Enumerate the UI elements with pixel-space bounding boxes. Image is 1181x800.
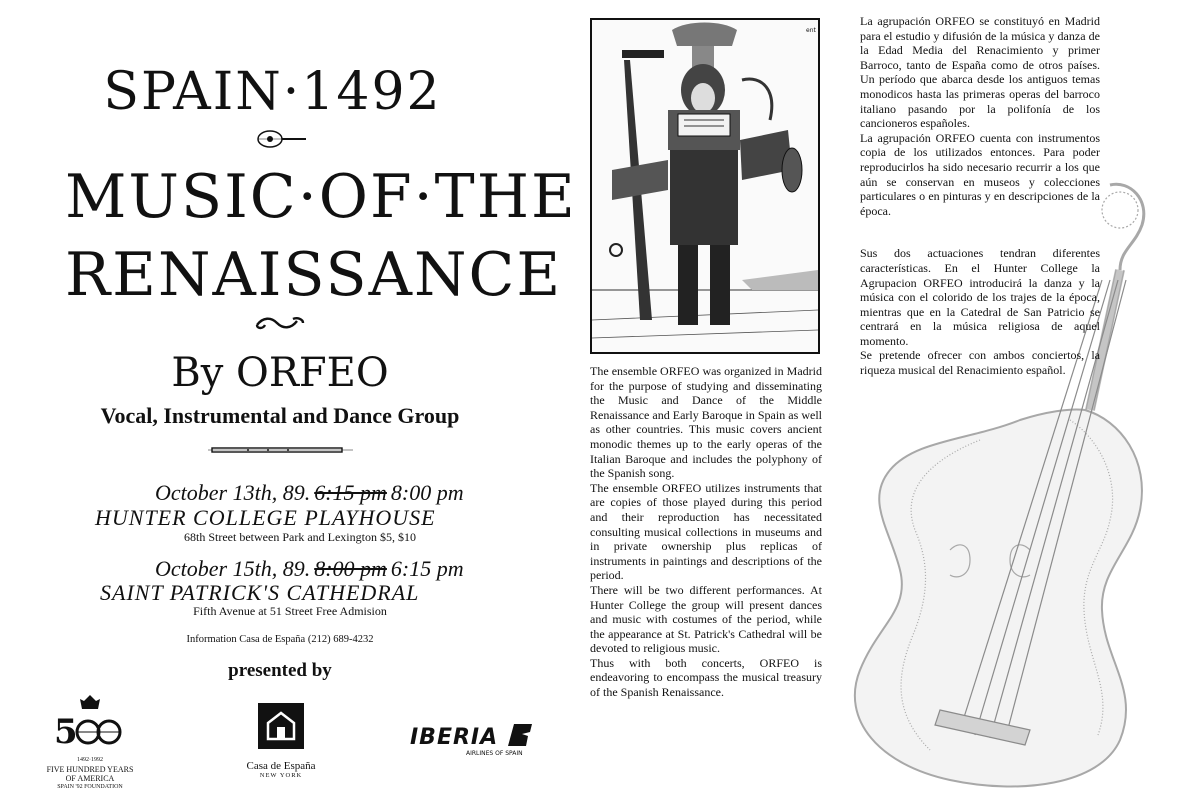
- english-paragraph: Thus with both concerts, ORFEO is endeavoring to encompass the musical treasury of the Spanish Renaissance.: [590, 655, 822, 700]
- lute-ornament-icon: [252, 128, 308, 150]
- event-2-venue: SAINT PATRICK'S CATHEDRAL: [100, 580, 420, 605]
- logo-line3: SPAIN '92 FOUNDATION: [57, 784, 123, 790]
- english-description: [590, 364, 822, 700]
- crown-500-icon: [40, 695, 140, 751]
- poster-title-spain: SPAIN·1492: [103, 62, 442, 122]
- iberia-name: IBERIA: [410, 725, 499, 750]
- casa-espana-logo: [236, 703, 326, 779]
- event-2-new-time: 6:15 pm: [390, 556, 464, 581]
- event-1-datetime: [155, 480, 495, 506]
- event-1-venue: HUNTER COLLEGE PLAYHOUSE: [95, 505, 436, 530]
- flute-ornament-icon: [208, 443, 353, 457]
- event-2-date: October 15th, 89.: [155, 556, 311, 581]
- poster-title-line2: MUSIC·OF·THE: [65, 162, 577, 232]
- info-phone: Information Casa de España (212) 689-4232: [186, 634, 374, 645]
- logo-line2: OF AMERICA: [65, 774, 115, 783]
- english-paragraph: The ensemble ORFEO utilizes instruments that are copies of those played during this period and their reproduction has necessitated consulting musical collections in museums and in private ownership plus replicas of instruments in paintings and descriptions of the period.: [590, 480, 822, 583]
- spanish-paragraph: La agrupación ORFEO cuenta con instrumentos copia de los utilizados entonces. Para poder reproducirlos ha sido necesario recurrir a los que aún se conservan en museos y colecciones particulares o en pinturas y en descripciones de la época.: [860, 130, 1100, 218]
- musician-engraving-icon: [592, 20, 818, 352]
- event-2-old-time: 8:00 pm: [314, 556, 387, 581]
- spanish-paragraph: Sus dos actuaciones tendran diferentes características. En el Hunter College la Agrupacion ORFEO introducirá la danza y la música con el colorido de los trajes de la época, mientras que en la Catedral de San Patricio se centrará en la música religiosa de aquel momento.: [860, 246, 1100, 348]
- english-paragraph: The ensemble ORFEO was organized in Madrid for the purpose of studying and disseminating the Music and Dance of the Middle Renaissance and Early Baroque in Spain as well as other countries. This music covers ancient monodic themes up to the early operas of the Italian Baroque and includes the polyphony of the Spanish song.: [590, 364, 822, 481]
- by-orfeo-heading: By ORFEO: [171, 350, 389, 396]
- event-1-date: October 13th, 89.: [155, 480, 311, 505]
- event-2-datetime: [155, 556, 495, 582]
- event-1-old-time: 6:15 pm: [314, 480, 387, 505]
- event-1-details: 68th Street between Park and Lexington $5, $10: [184, 530, 416, 544]
- group-subtitle: Vocal, Instrumental and Dance Group: [100, 403, 460, 428]
- english-paragraph: There will be two different performances. At Hunter College the group will present dances and music with costumes of the period, while the appearance at St. Patrick's Cathedral will be devoted to religious music.: [590, 582, 822, 656]
- scroll-ornament-icon: [255, 315, 305, 331]
- event-1-new-time: 8:00 pm: [390, 480, 464, 505]
- iberia-tagline: AIRLINES OF SPAIN: [466, 750, 523, 757]
- spanish-description: [860, 14, 1100, 378]
- poster-title-line3: RENAISSANCE: [65, 240, 563, 310]
- house-logo-icon: [258, 703, 304, 749]
- five-hundred-years-logo: [40, 695, 140, 792]
- logo-line1: FIVE HUNDRED YEARS: [46, 765, 134, 774]
- presented-by: presented by: [228, 660, 332, 681]
- casa-city: NEW YORK: [259, 772, 303, 779]
- poster-title-music: [65, 162, 577, 310]
- svg-text:5: 5: [54, 712, 78, 751]
- logo-years: 1492·1992: [77, 757, 103, 763]
- casa-name: Casa de España: [246, 760, 316, 772]
- engraving-corner-mark: ent: [806, 27, 816, 34]
- iberia-emblem-icon: [502, 720, 536, 748]
- engraving-picture: [590, 18, 820, 354]
- event-2-details: Fifth Avenue at 51 Street Free Admision: [193, 604, 387, 618]
- spanish-paragraph: Se pretende ofrecer con ambos conciertos, la riqueza musical del Renacimiento español.: [860, 348, 1100, 378]
- spanish-paragraph: La agrupación ORFEO se constituyó en Madrid para el estudio y difusión de la música y danza de la Edad Media del Renacimiento y primer Barroco, tanto de España como de otros países. Un período que abarca desde los antiguos temas monodicos hasta las primeras operas del barroco italiano pasando por la polifonía de los cancioneros españoles.: [860, 14, 1100, 131]
- iberia-logo: [410, 720, 550, 757]
